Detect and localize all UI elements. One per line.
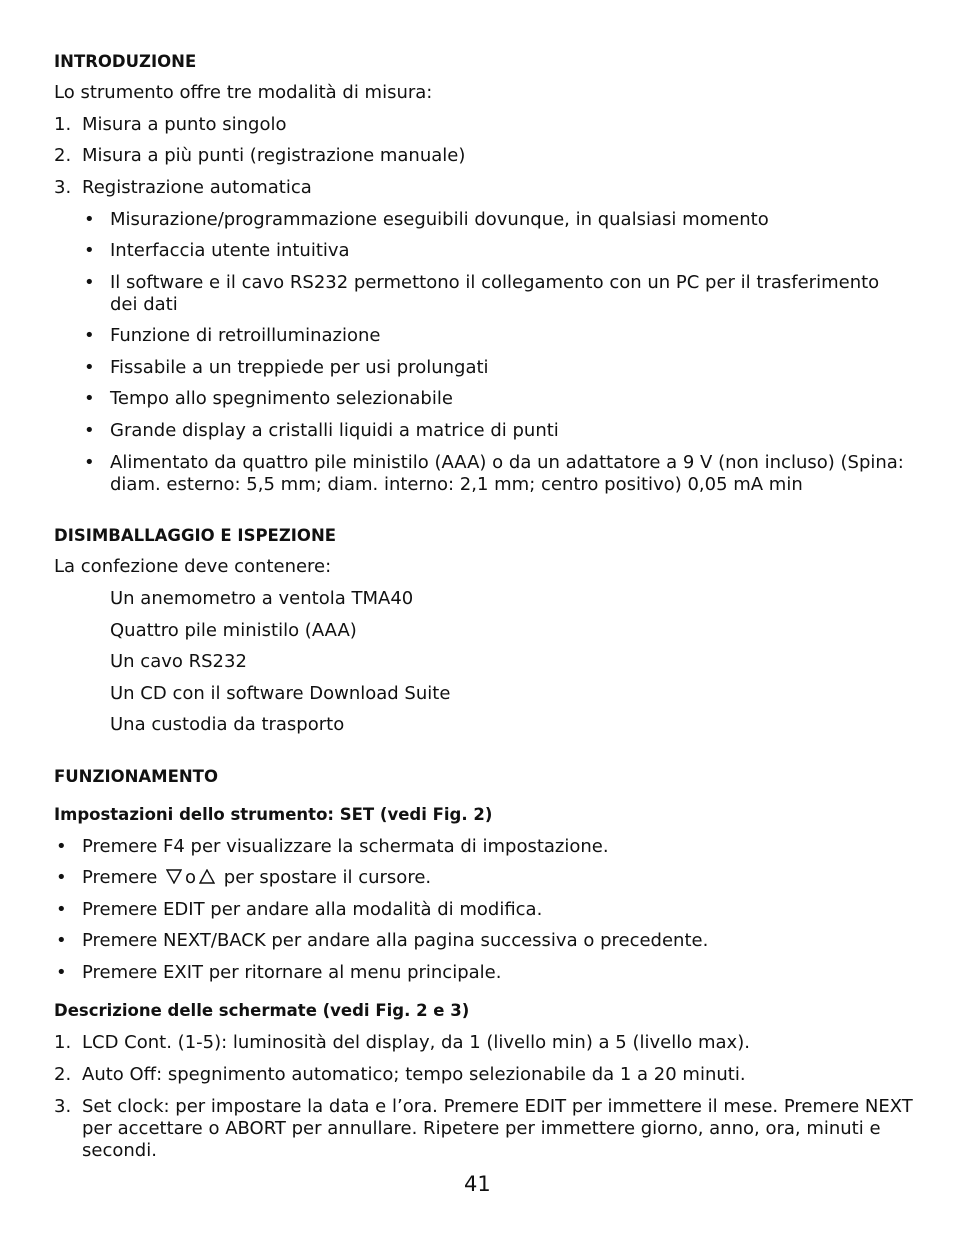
package-item: Un anemometro a ventola TMA40: [110, 588, 414, 609]
bullet-glyph: •: [84, 272, 95, 293]
bullet-glyph: •: [84, 357, 95, 378]
step-item: Premere EXIT per ritornare al menu principale.: [82, 962, 502, 983]
mode-item: Misura a più punti (registrazione manuale): [82, 145, 466, 166]
down-triangle-icon: [166, 868, 182, 890]
list-number: 2.: [54, 1064, 72, 1085]
bullet-glyph: •: [56, 962, 67, 983]
feature-item: Interfaccia utente intuitiva: [110, 240, 350, 261]
description-item: Set clock: per impostare la data e l’ora. Premere EDIT per immettere il mese. Premere NEXT: [82, 1096, 913, 1117]
package-item: Quattro pile ministilo (AAA): [110, 620, 357, 641]
feature-item: Tempo allo spegnimento selezionabile: [110, 388, 453, 409]
list-number: 1.: [54, 114, 72, 135]
list-number: 2.: [54, 145, 72, 166]
feature-item: Misurazione/programmazione eseguibili dovunque, in qualsiasi momento: [110, 209, 769, 230]
bullet-glyph: •: [84, 452, 95, 473]
description-item: Auto Off: spegnimento automatico; tempo selezionabile da 1 a 20 minuti.: [82, 1064, 746, 1085]
bullet-glyph: •: [56, 836, 67, 857]
package-item: Un cavo RS232: [110, 651, 247, 672]
description-item-continued: per accettare o ABORT per annullare. Ripetere per immettere giorno, anno, ora, minuti e: [82, 1118, 881, 1139]
section-heading-introduzione: INTRODUZIONE: [54, 52, 197, 71]
bullet-glyph: •: [56, 930, 67, 951]
feature-item: Fissabile a un treppiede per usi prolungati: [110, 357, 489, 378]
mode-item: Misura a punto singolo: [82, 114, 287, 135]
mode-item: Registrazione automatica: [82, 177, 312, 198]
step-item: Premere F4 per visualizzare la schermata di impostazione.: [82, 836, 609, 857]
feature-item: Grande display a cristalli liquidi a matrice di punti: [110, 420, 559, 441]
list-number: 1.: [54, 1032, 72, 1053]
step-text: Premere: [82, 867, 158, 888]
step-text: per spostare il cursore.: [223, 867, 432, 888]
feature-item: Il software e il cavo RS232 permettono il collegamento con un PC per il trasferimento: [110, 272, 880, 293]
section-heading-funzionamento: FUNZIONAMENTO: [54, 767, 218, 786]
bullet-glyph: •: [56, 867, 67, 888]
bullet-glyph: •: [84, 209, 95, 230]
step-item: Premere NEXT/BACK per andare alla pagina successiva o precedente.: [82, 930, 709, 951]
feature-item: Alimentato da quattro pile ministilo (AAA) o da un adattatore a 9 V (non incluso) (Spina:: [110, 452, 904, 473]
feature-item-continued: diam. esterno: 5,5 mm; diam. interno: 2,1 mm; centro positivo) 0,05 mA min: [110, 474, 803, 495]
list-number: 3.: [54, 1096, 72, 1117]
bullet-glyph: •: [84, 420, 95, 441]
step-text: o: [185, 867, 197, 888]
page-number: 41: [464, 1172, 491, 1196]
step-item-cursor: [82, 867, 431, 890]
step-item: Premere EDIT per andare alla modalità di modifica.: [82, 899, 543, 920]
bullet-glyph: •: [84, 240, 95, 261]
feature-item: Funzione di retroilluminazione: [110, 325, 381, 346]
description-item-continued: secondi.: [82, 1140, 157, 1161]
package-item: Un CD con il software Download Suite: [110, 683, 451, 704]
subheading-settings: Impostazioni dello strumento: SET (vedi Fig. 2): [54, 805, 493, 824]
description-item: LCD Cont. (1-5): luminosità del display, da 1 (livello min) a 5 (livello max).: [82, 1032, 750, 1053]
up-triangle-icon: [199, 868, 215, 890]
section-heading-disimballaggio: DISIMBALLAGGIO E ISPEZIONE: [54, 526, 337, 545]
bullet-glyph: •: [84, 388, 95, 409]
list-number: 3.: [54, 177, 72, 198]
package-item: Una custodia da trasporto: [110, 714, 345, 735]
bullet-glyph: •: [84, 325, 95, 346]
bullet-glyph: •: [56, 899, 67, 920]
unpack-lead-text: La confezione deve contenere:: [54, 556, 332, 577]
subheading-screens: Descrizione delle schermate (vedi Fig. 2 e 3): [54, 1001, 470, 1020]
feature-item-continued: dei dati: [110, 294, 178, 315]
intro-lead-text: Lo strumento offre tre modalità di misura:: [54, 82, 433, 103]
